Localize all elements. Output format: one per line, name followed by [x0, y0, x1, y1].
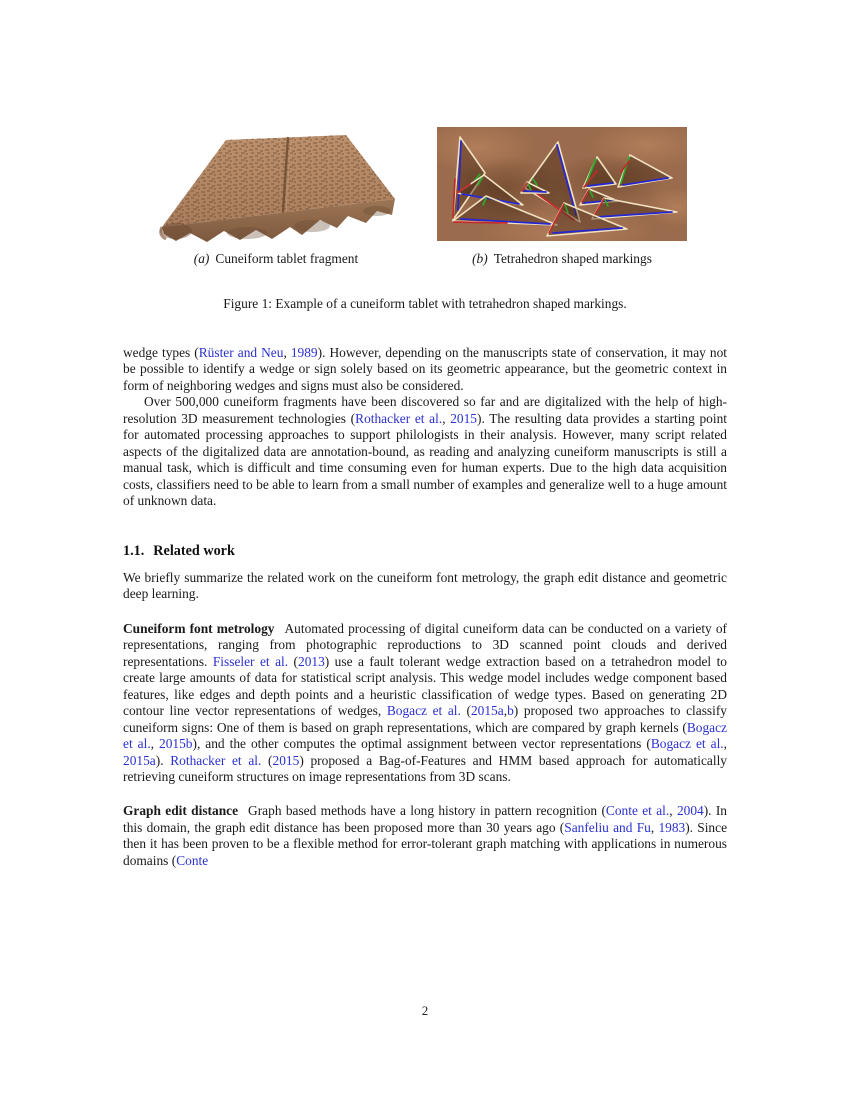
citation-link[interactable]: Bogacz et al. — [650, 736, 724, 752]
text-run: , — [723, 736, 727, 752]
page-number: 2 — [421, 1003, 429, 1018]
runin-heading: Cuneiform font metrology — [123, 620, 275, 636]
citation-link[interactable]: Conte — [176, 852, 209, 868]
text-run: , — [442, 410, 451, 426]
paragraph — [123, 394, 727, 509]
citation-link[interactable]: 2004 — [676, 803, 704, 819]
paragraph — [123, 345, 727, 394]
text-run: ). In this domain, the graph edit distance has been proposed more than 30 years ago ( — [123, 803, 728, 835]
tetrahedron-markings-image — [437, 127, 687, 241]
body-text — [123, 345, 727, 869]
text-run: ), and the other computes the optimal assignment between vector representations ( — [192, 736, 651, 752]
text-run: , — [150, 736, 160, 752]
text-run: wedge types ( — [123, 345, 199, 360]
subfigure-b — [437, 127, 687, 266]
paragraph-cuneiform-font-metrology — [123, 621, 727, 786]
subfigure-b-caption — [437, 251, 687, 267]
citation-link[interactable]: 2015 — [272, 752, 300, 768]
text-run: ( — [261, 752, 273, 768]
text-run: , — [650, 819, 659, 835]
citation-link[interactable]: 1983 — [658, 819, 686, 835]
paragraph-text — [123, 621, 727, 784]
text-run: Graph based methods have a long history in pattern recognition ( — [248, 803, 606, 819]
subfigure-a-caption-text: Cuneiform tablet fragment — [215, 251, 359, 266]
runin-heading: Graph edit distance — [123, 803, 239, 819]
citation-link[interactable]: Conte et al. — [605, 803, 670, 819]
paragraph-graph-edit-distance — [123, 803, 727, 869]
text-run: ) proposed a Bag-of-Features and HMM based approach for automatically retrieving cuneiform structures on image representations from 3D scans. — [123, 752, 727, 784]
text-run: ) proposed two approaches to classify cuneiform signs: One of them is based on graph representations, which are compared by graph kernels ( — [123, 703, 728, 735]
text-run: ( — [460, 703, 471, 719]
subfigure-a — [152, 127, 400, 266]
citation-link[interactable]: Rothacker et al. — [355, 410, 443, 426]
text-run: ). Since then it has been proven to be a flexible method for error-tolerant graph matching with applications in numerous domains ( — [123, 819, 728, 868]
text-run: ). The resulting data provides a starting point for automated processing approaches to support philologists in their analysis. However, many script related aspects of the digitalized data are annotation-bound, as reading and analyzing cuneiform manuscripts is still a manual task, which is difficult and time consuming even for human experts. Due to the high data acquisition costs, classifiers need to be able to learn from a small number of examples and generalize well to a huge amount of unknown data. — [123, 410, 727, 509]
citation-link[interactable]: 2015a — [470, 703, 504, 719]
citation-link[interactable]: 2015a — [123, 752, 156, 768]
subfigure-a-label: (a) — [193, 251, 210, 266]
text-run: ). However, depending on the manuscripts state of conservation, it may not be possible to identify a wedge or sign solely based on its geometric appearance, but the geometric context in form of neighboring wedges and signs must also be considered. — [123, 345, 727, 393]
figure-1-caption: Figure 1: Example of a cuneiform tablet with tetrahedron shaped markings. — [223, 296, 627, 311]
citation-link[interactable]: 2015b — [159, 736, 193, 752]
citation-link[interactable]: 1989 — [290, 345, 318, 360]
text-run: , — [669, 803, 677, 819]
section-heading-related-work — [123, 543, 727, 559]
text-run: ( — [288, 653, 298, 669]
paragraph — [123, 570, 727, 603]
citation-link[interactable]: Rüster and Neu — [198, 345, 284, 360]
citation-link[interactable]: 2015 — [450, 410, 477, 426]
citation-link[interactable]: Rothacker et al. — [170, 752, 262, 768]
citation-link[interactable]: Sanfeliu and Fu — [564, 819, 651, 835]
text-run: , — [283, 345, 291, 360]
citation-link[interactable]: Bogacz et al. — [386, 703, 461, 719]
subfigure-b-caption-text: Tetrahedron shaped markings — [493, 251, 652, 266]
text-run: Over 500,000 cuneiform fragments have been discovered so far and are digitalized with the help of high-resolution 3D measurement technologies ( — [123, 394, 727, 426]
subfigure-b-label: (b) — [472, 251, 488, 266]
citation-link[interactable]: 2013 — [298, 653, 325, 669]
text-run: ). — [155, 752, 171, 768]
text-run: We briefly summarize the related work on the cuneiform font metrology, the graph edit distance and geometric deep learning. — [123, 569, 727, 602]
text-run: ) use a fault tolerant wedge extraction based on a tetrahedron model to create large amounts of data for statistical script analysis. This wedge model includes wedge component based features, like edges and depth points and a heuristic classification of wedge types. Based on generating 2D contour line vector representations of wedges, — [123, 653, 727, 719]
citation-link[interactable]: Fisseler et al. — [212, 653, 289, 669]
citation-link[interactable]: Bogacz et al. — [123, 719, 727, 752]
section-title: Related work — [153, 542, 235, 559]
text-run: Automated processing of digital cuneiform data can be conducted on a variety of representations, ranging from photographic reproductions to 3D scanned point clouds and derived representations. — [123, 620, 728, 669]
text-run: , — [503, 703, 508, 719]
subfigure-a-caption — [152, 251, 400, 267]
citation-link[interactable]: b — [507, 703, 514, 719]
cuneiform-tablet-photo — [152, 127, 400, 247]
section-number: 1.1. — [123, 542, 145, 559]
